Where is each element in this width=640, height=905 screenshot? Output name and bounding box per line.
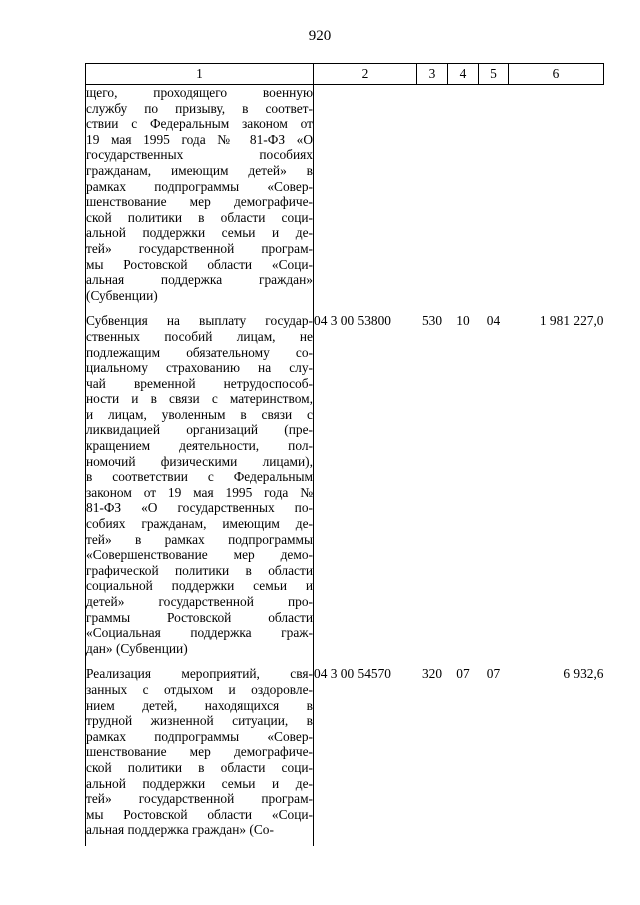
description-line: ствии с Федеральным законом от [86, 116, 313, 132]
description-line: тей» в рамках подпрограммы [86, 531, 313, 547]
column-header: 2 [314, 64, 417, 85]
subsection-code: 07 [486, 666, 501, 682]
table-row [86, 311, 604, 664]
description-line: Реализация мероприятий, свя- [86, 666, 313, 682]
description-line: подлежащим обязательному со- [86, 344, 313, 360]
expense-type [417, 85, 448, 312]
description-line: рамках подпрограммы «Совер- [86, 178, 313, 194]
column-header: 1 [86, 64, 314, 85]
description-line: службу по призыву, в соответ- [86, 100, 313, 116]
description-line: дан» (Субвенции) [86, 640, 188, 656]
description-line: и лицам, уволенным в связи с [86, 406, 313, 422]
column-number-header [86, 64, 604, 85]
target-article-code: 04 3 00 53800 [314, 311, 417, 664]
description-line: альная поддержка граждан» [86, 272, 313, 288]
row-description [86, 85, 314, 312]
description-line: тей» государственной програм- [86, 240, 313, 256]
column-header: 6 [509, 64, 604, 85]
description-line: 81-ФЗ «О государственных по- [86, 500, 313, 516]
description-line: (Субвенции) [86, 287, 158, 303]
description-line: ской политики в области соци- [86, 209, 313, 225]
description-line: детей» государственной про- [86, 594, 313, 609]
description-line: занных с отдыхом и оздоровле- [86, 681, 313, 697]
description-line: мы Ростовской области «Соци- [86, 806, 313, 822]
expense-type: 320 [421, 666, 443, 682]
description-line: щего, проходящего военную [86, 85, 313, 100]
amount-value: 1 981 227,0 [539, 313, 604, 329]
column-header: 5 [479, 64, 509, 85]
description-line: ской политики в области соци- [86, 759, 313, 775]
description-line: ственных пособий лицам, не [86, 328, 313, 344]
description-line: «Социальная поддержка граж- [86, 625, 313, 641]
description-line: шенствование мер демографиче- [86, 194, 313, 210]
description-line: социальной поддержки семьи и [86, 578, 313, 594]
description-line: альной поддержки семьи и де- [86, 225, 313, 241]
description-line: трудной жизненной ситуации, в [86, 713, 313, 729]
table-row [86, 85, 604, 312]
description-line: альной поддержки семьи и де- [86, 775, 313, 791]
column-header: 4 [448, 64, 479, 85]
description-line: законом от 19 мая 1995 года № [86, 484, 313, 500]
description-line: Субвенция на выплату государ- [86, 313, 313, 329]
description-line: кращением деятельности, пол- [86, 438, 313, 454]
page-number: 920 [308, 28, 332, 44]
description-line: 19 мая 1995 года № 81-ФЗ «О [86, 131, 313, 147]
description-line: ликвидацией организаций (пре- [86, 422, 313, 438]
description-line: мы Ростовской области «Соци- [86, 256, 313, 272]
subsection-code: 04 [486, 313, 501, 329]
column-header: 3 [417, 64, 448, 85]
row-description [86, 664, 314, 846]
subsection-code [479, 85, 509, 312]
description-line: шенствование мер демографиче- [86, 744, 313, 760]
description-line: «Совершенствование мер демо- [86, 547, 313, 563]
description-line: номочий физическими лицами), [86, 453, 313, 469]
description-line: рамках подпрограммы «Совер- [86, 728, 313, 744]
description-line: тей» государственной програм- [86, 791, 313, 807]
section-code: 07 [456, 666, 470, 682]
amount-value: 6 932,6 [563, 666, 604, 682]
description-line: альная поддержка граждан» (Со- [86, 822, 274, 838]
description-line: в соответствии с Федеральным [86, 469, 313, 485]
target-article-code [314, 85, 417, 312]
table-row [86, 664, 604, 846]
description-line: граммы Ростовской области [86, 609, 313, 625]
description-line: чай временной нетрудоспособ- [86, 375, 313, 391]
description-line: государственных пособиях [86, 147, 313, 163]
description-line: ности и в связи с материнством, [86, 391, 313, 407]
target-article-code: 04 3 00 54570 [314, 664, 417, 846]
section-code [448, 85, 479, 312]
description-line: гражданам, имеющим детей» в [86, 162, 313, 178]
expense-type: 530 [421, 313, 443, 329]
description-line: собиях гражданам, имеющим де- [86, 516, 313, 532]
section-code: 10 [456, 313, 470, 329]
description-line: циальному страхованию на слу- [86, 360, 313, 376]
description-line: графической политики в области [86, 562, 313, 578]
description-line: нием детей, находящихся в [86, 697, 313, 713]
amount-value [509, 85, 604, 312]
row-description [86, 311, 314, 664]
budget-table [85, 63, 604, 846]
